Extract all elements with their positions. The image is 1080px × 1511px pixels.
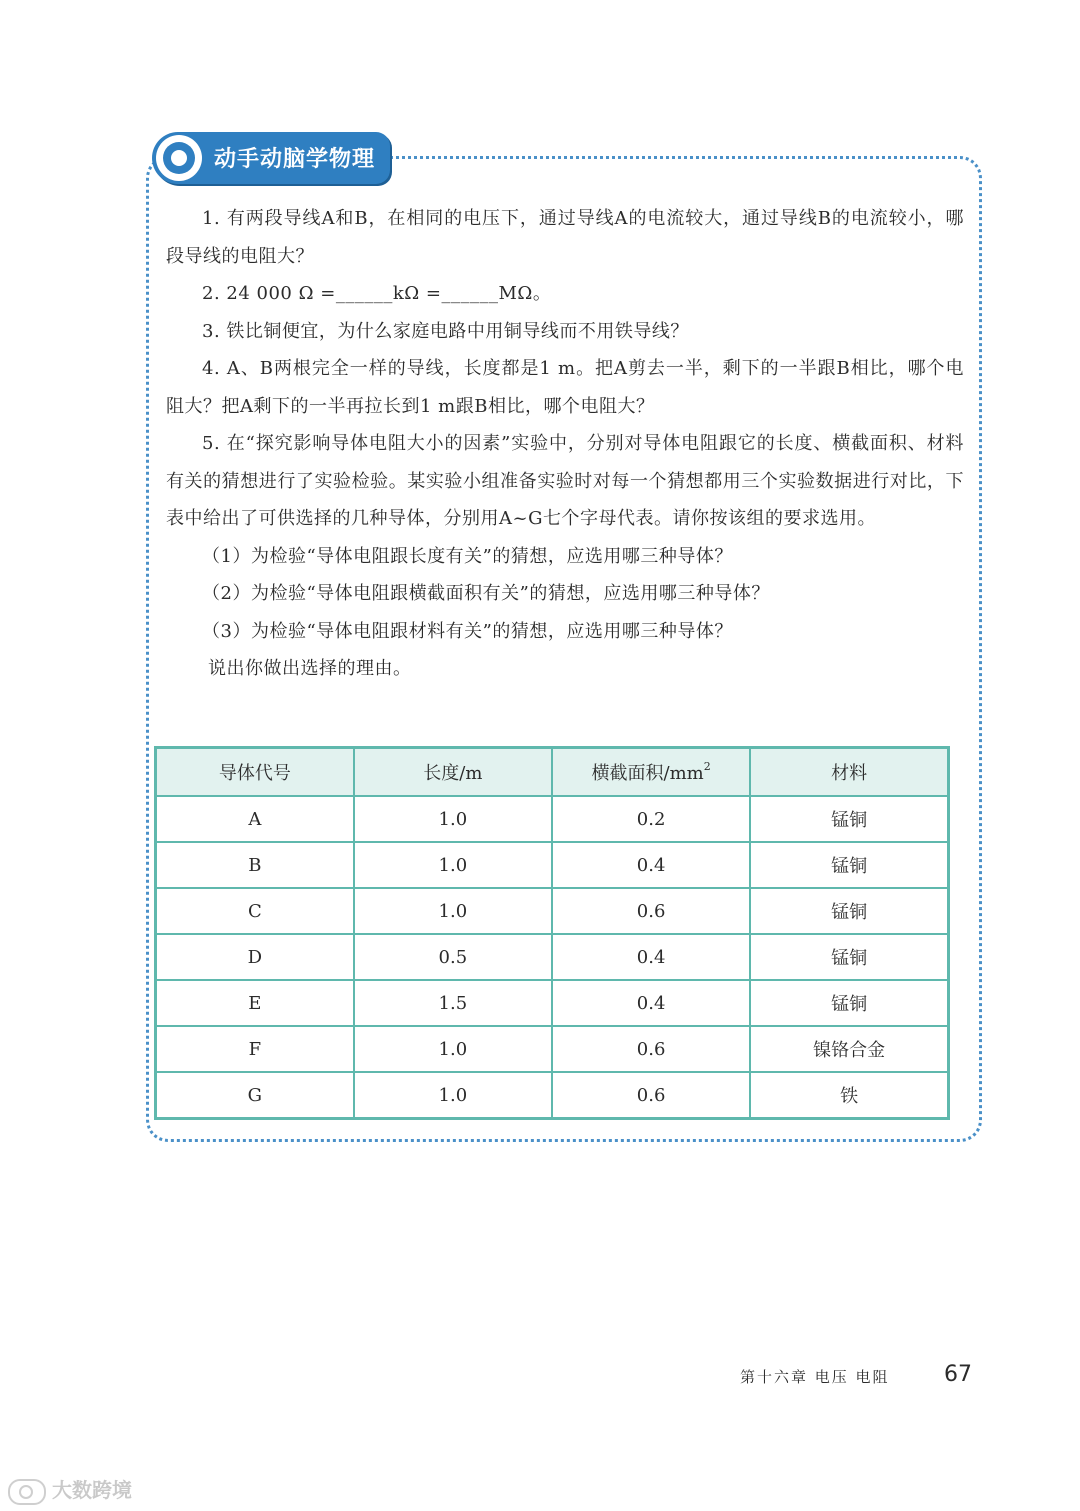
watermark-logo-icon [8,1479,46,1505]
cell-code: C [156,888,354,934]
cell-length: 1.0 [354,842,552,888]
cell-length: 1.0 [354,888,552,934]
header-length: 长度/m [354,748,552,797]
question-1: 1. 有两段导线A和B，在相同的电压下，通过导线A的电流较大，通过导线B的电流较小，哪段导线的电阻大？ [166,208,964,267]
cell-area: 0.4 [552,842,750,888]
cell-area: 0.4 [552,934,750,980]
question-5: 5. 在“探究影响导体电阻大小的因素”实验中，分别对导体电阻跟它的长度、横截面积、材料有关的猜想进行了实验检验。某实验小组准备实验时对每一个猜想都用三个实验数据进行对比，下表中给出了可供选择的几种导体，分别用A~G七个字母代表。请你按该组的要求选用。 [166,433,964,529]
cell-code: E [156,980,354,1026]
cell-area: 0.6 [552,888,750,934]
table-header-row [156,748,949,797]
question-5-part-3: （3）为检验“导体电阻跟材料有关”的猜想，应选用哪三种导体？ [202,620,733,642]
question-5-part-1: （1）为检验“导体电阻跟长度有关”的猜想，应选用哪三种导体？ [202,545,733,567]
cell-length: 1.0 [354,1026,552,1072]
header-code: 导体代号 [156,748,354,797]
target-icon [156,135,202,181]
section-title: 动手动脑学物理 [214,147,376,172]
question-2: 2. 24 000 Ω =______kΩ =______MΩ。 [202,283,552,304]
header-area-exponent: 2 [703,760,711,773]
header-area [552,748,750,797]
conductor-table [154,746,950,1120]
cell-area: 0.6 [552,1026,750,1072]
cell-length: 0.5 [354,934,552,980]
cell-code: G [156,1072,354,1119]
cell-material: 锰铜 [750,980,948,1026]
watermark [8,1474,132,1504]
cell-area: 0.2 [552,796,750,842]
table-row [156,980,949,1026]
question-5-tail: 说出你做出选择的理由。 [208,658,412,679]
header-area-label: 横截面积/mm [591,763,704,784]
table-row [156,796,949,842]
chapter-title: 第十六章 电压 电阻 [740,1368,890,1386]
table-row [156,888,949,934]
cell-code: F [156,1026,354,1072]
table-row [156,1072,949,1119]
question-4: 4. A、B两根完全一样的导线，长度都是1 m。把A剪去一半，剩下的一半跟B相比，哪个电阻大？把A剩下的一半再拉长到1 m跟B相比，哪个电阻大？ [166,358,964,417]
page-number: 67 [944,1362,972,1387]
cell-area: 0.6 [552,1072,750,1119]
watermark-text: 大数跨境 [52,1478,132,1502]
cell-length: 1.5 [354,980,552,1026]
table-row [156,842,949,888]
cell-code: D [156,934,354,980]
question-3: 3. 铁比铜便宜，为什么家庭电路中用铜导线而不用铁导线？ [202,320,689,342]
cell-material: 镍铬合金 [750,1026,948,1072]
exercise-content [166,200,964,688]
cell-code: B [156,842,354,888]
cell-material: 铁 [750,1072,948,1119]
cell-material: 锰铜 [750,934,948,980]
cell-area: 0.4 [552,980,750,1026]
cell-material: 锰铜 [750,888,948,934]
question-5-part-2: （2）为检验“导体电阻跟横截面积有关”的猜想，应选用哪三种导体？ [202,583,770,604]
header-material: 材料 [750,748,948,797]
table-row [156,934,949,980]
table-row [156,1026,949,1072]
cell-length: 1.0 [354,796,552,842]
cell-material: 锰铜 [750,796,948,842]
cell-material: 锰铜 [750,842,948,888]
page-footer [740,1362,972,1392]
section-badge [152,132,390,184]
cell-code: A [156,796,354,842]
cell-length: 1.0 [354,1072,552,1119]
